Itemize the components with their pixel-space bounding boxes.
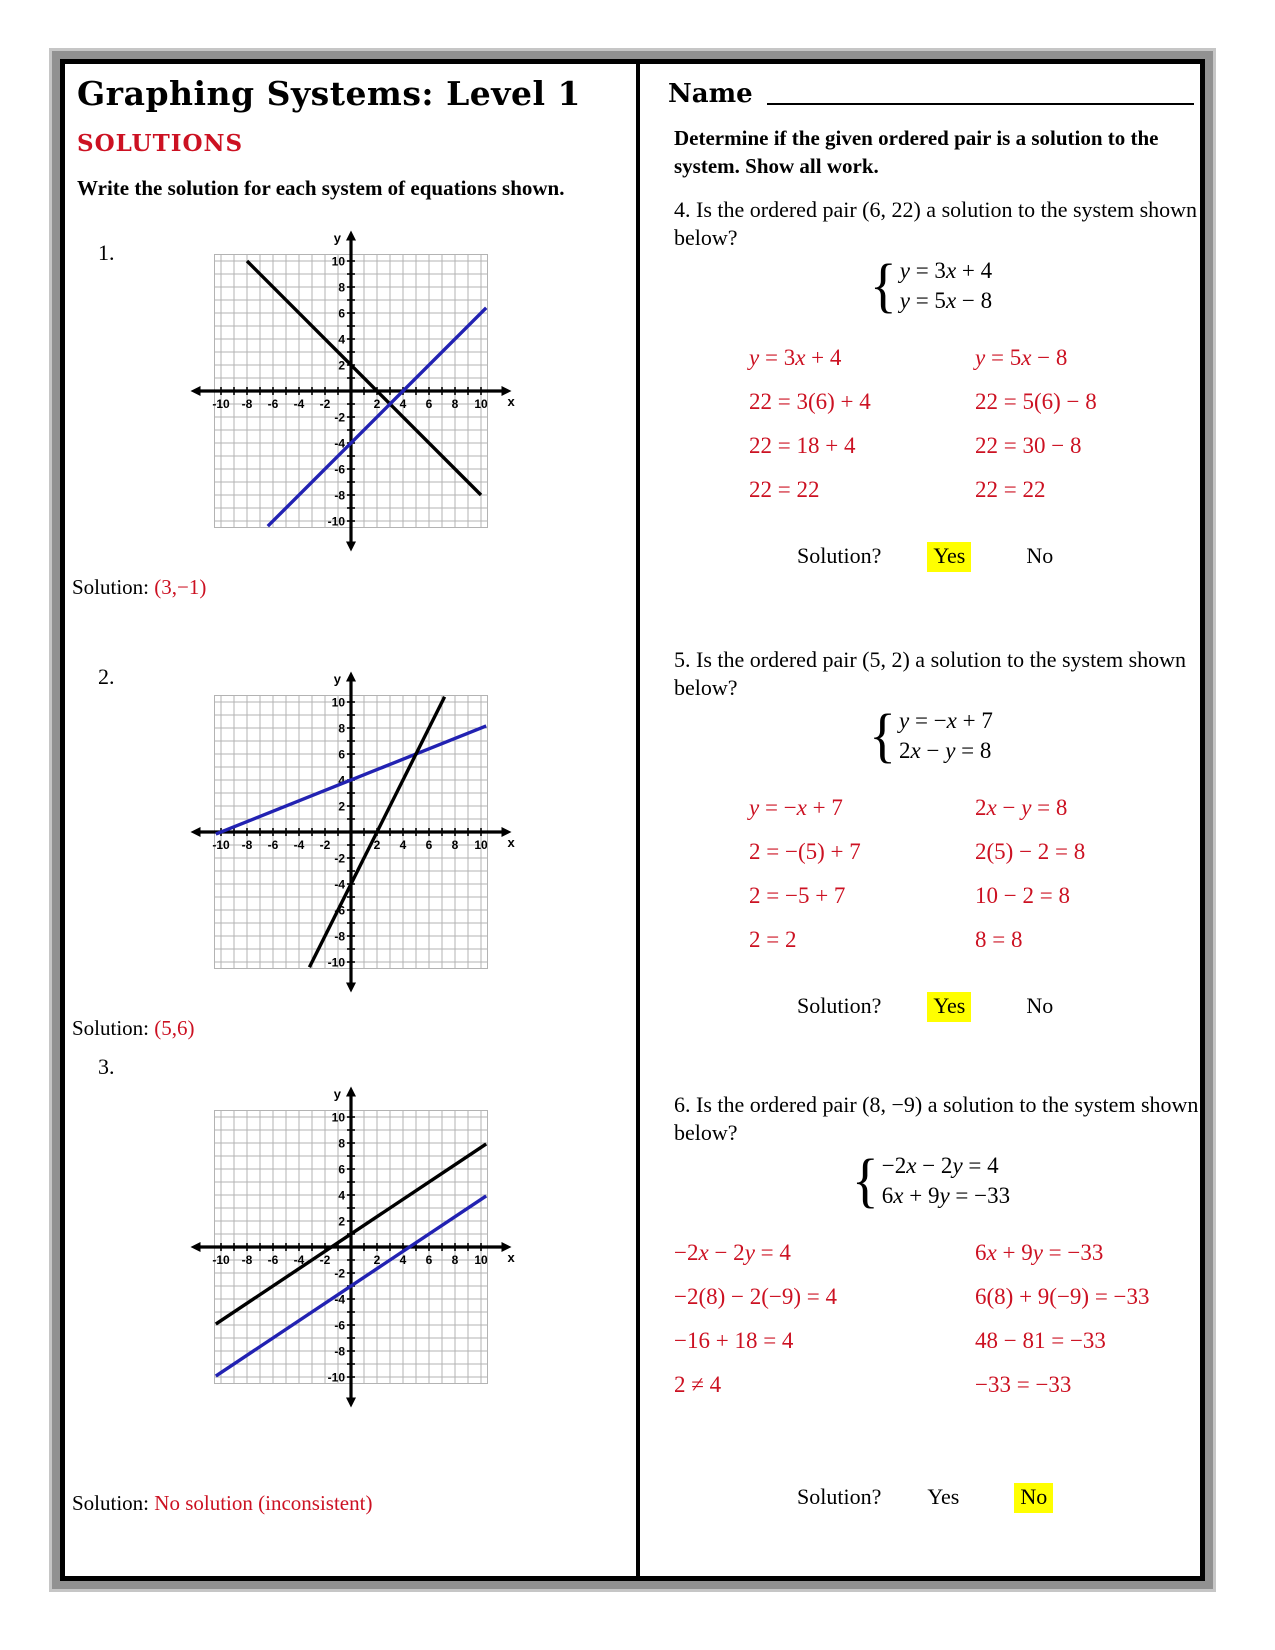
work-line: y = −x + 7: [749, 795, 843, 820]
work-column-left: [640, 796, 975, 972]
work-line: 22 = 22: [749, 477, 820, 502]
problem-4-work: [640, 346, 1200, 522]
solution-line-2: [72, 1014, 636, 1042]
svg-text:6: 6: [337, 747, 345, 762]
name-blank-line: [767, 79, 1194, 105]
system-equation-2: y = 5x − 8: [899, 288, 993, 313]
svg-text:8: 8: [451, 397, 458, 411]
svg-text:-4: -4: [333, 436, 345, 451]
svg-text:-10: -10: [211, 1253, 230, 1267]
problem-4-system: [869, 252, 993, 320]
svg-text:4: 4: [399, 397, 406, 411]
svg-text:4: 4: [337, 773, 345, 788]
right-column: [640, 64, 1200, 1576]
svg-text:-6: -6: [333, 903, 345, 918]
solution-label: Solution:: [72, 575, 150, 599]
svg-text:-10: -10: [211, 838, 230, 852]
answer-yes: Yes: [927, 992, 971, 1022]
work-line: 2(5) − 2 = 8: [975, 839, 1086, 864]
svg-text:x: x: [507, 835, 515, 850]
answer-no: No: [1026, 543, 1054, 568]
problem-2-number: 2.: [98, 664, 115, 689]
svg-text:-2: -2: [319, 838, 330, 852]
svg-text:-8: -8: [333, 488, 345, 503]
work-line: 6x + 9y = −33: [975, 1240, 1104, 1265]
problem-4-answer-row: [640, 542, 1200, 572]
left-column: [65, 64, 636, 1576]
svg-text:6: 6: [337, 306, 345, 321]
answer-yes: Yes: [927, 1484, 960, 1509]
problem-5-answer-row: [640, 992, 1200, 1022]
svg-text:-10: -10: [211, 397, 230, 411]
solution-line-3: [72, 1489, 636, 1517]
system-brace: {: [851, 1147, 879, 1215]
work-line: 22 = 18 + 4: [749, 433, 856, 458]
svg-text:10: 10: [473, 838, 488, 852]
work-line: 2 = 2: [749, 927, 797, 952]
problem-4-question: 4. Is the ordered pair (6, 22) a solution to the system shown below?: [674, 197, 1198, 250]
problem-6: [640, 1091, 1200, 1513]
work-line: 48 − 81 = −33: [975, 1328, 1106, 1353]
svg-text:-2: -2: [333, 851, 345, 866]
svg-text:10: 10: [473, 1253, 488, 1267]
graph-problem-1: [184, 226, 518, 558]
svg-text:6: 6: [425, 1253, 432, 1267]
svg-text:-8: -8: [333, 929, 345, 944]
problem-1-number: 1.: [98, 240, 115, 265]
work-line: −33 = −33: [975, 1372, 1072, 1397]
solutions-heading: SOLUTIONS: [77, 130, 244, 157]
system-brace: {: [869, 252, 897, 320]
svg-text:10: 10: [331, 1110, 345, 1125]
work-column-left: [640, 1241, 975, 1417]
problem-1: [65, 226, 636, 563]
work-line: 2 = −(5) + 7: [749, 839, 861, 864]
work-line: −16 + 18 = 4: [674, 1328, 794, 1353]
svg-text:-8: -8: [241, 1253, 252, 1267]
svg-text:-4: -4: [333, 877, 345, 892]
svg-text:-4: -4: [293, 397, 304, 411]
name-row: [668, 76, 1198, 110]
work-column-left: [640, 346, 975, 522]
svg-text:-6: -6: [267, 838, 278, 852]
solution-value: (3,−1): [154, 575, 207, 599]
svg-text:8: 8: [451, 1253, 458, 1267]
work-line: 6(8) + 9(−9) = −33: [975, 1284, 1150, 1309]
work-line: −2x − 2y = 4: [674, 1240, 791, 1265]
svg-text:-8: -8: [241, 838, 252, 852]
svg-text:10: 10: [473, 397, 488, 411]
svg-text:2: 2: [337, 358, 345, 373]
svg-text:10: 10: [331, 254, 345, 269]
system-equation-1: y = 3x + 4: [899, 258, 993, 283]
problem-5-work: [640, 796, 1200, 972]
problem-4: [640, 196, 1200, 572]
problem-6-work: [640, 1241, 1200, 1417]
solution-label: Solution:: [72, 1016, 150, 1040]
solution-question-label: Solution?: [797, 1484, 882, 1509]
answer-no: No: [1026, 993, 1054, 1018]
svg-text:-2: -2: [319, 1253, 330, 1267]
problem-6-answer-row: [640, 1483, 1200, 1513]
svg-text:-6: -6: [333, 1318, 345, 1333]
work-column-right: [975, 1241, 1200, 1417]
work-line: 2 ≠ 4: [674, 1372, 722, 1397]
svg-text:2: 2: [373, 1253, 380, 1267]
work-line: 22 = 22: [975, 477, 1046, 502]
problem-6-system: [851, 1147, 1011, 1215]
svg-text:y: y: [333, 1086, 341, 1102]
svg-text:-4: -4: [333, 1292, 345, 1307]
svg-text:-6: -6: [267, 1253, 278, 1267]
problem-3-number: 3.: [98, 1054, 115, 1079]
problem-6-question: 6. Is the ordered pair (8, −9) a solution to the system shown below?: [674, 1092, 1199, 1145]
svg-text:-8: -8: [333, 1344, 345, 1359]
solution-label: Solution:: [72, 1491, 150, 1515]
svg-text:x: x: [507, 394, 515, 409]
page-inner-border: [60, 59, 1205, 1581]
svg-text:8: 8: [337, 721, 345, 736]
work-line: 10 − 2 = 8: [975, 883, 1070, 908]
svg-text:6: 6: [425, 838, 432, 852]
svg-text:2: 2: [337, 799, 345, 814]
work-line: 22 = 30 − 8: [975, 433, 1082, 458]
svg-text:6: 6: [337, 1162, 345, 1177]
svg-text:-2: -2: [333, 1266, 345, 1281]
svg-text:10: 10: [331, 695, 345, 710]
work-line: 8 = 8: [975, 927, 1023, 952]
system-equation-2: 6x + 9y = −33: [881, 1183, 1011, 1208]
solution-value: (5,6): [154, 1016, 195, 1040]
svg-text:-2: -2: [333, 410, 345, 425]
svg-text:-8: -8: [241, 397, 252, 411]
work-line: y = 5x − 8: [975, 345, 1068, 370]
name-label: Name: [668, 79, 753, 109]
system-equation-1: y = −x + 7: [899, 708, 993, 733]
svg-text:-6: -6: [267, 397, 278, 411]
work-line: y = 3x + 4: [749, 345, 842, 370]
problem-3: [65, 1054, 636, 1419]
page-frame: [52, 51, 1213, 1589]
graph-problem-2: [184, 667, 518, 999]
svg-text:x: x: [507, 1250, 515, 1265]
work-line: 2x − y = 8: [975, 795, 1068, 820]
work-column-right: [975, 346, 1200, 522]
graph-problem-3: [184, 1082, 518, 1414]
answer-yes: Yes: [927, 542, 971, 572]
left-instructions: Write the solution for each system of equations shown.: [77, 176, 565, 200]
system-equation-1: −2x − 2y = 4: [881, 1153, 999, 1178]
answer-no: No: [1014, 1483, 1053, 1513]
svg-text:-2: -2: [319, 397, 330, 411]
problem-2: [65, 664, 636, 1004]
system-equation-2: 2x − y = 8: [899, 738, 992, 763]
svg-text:-10: -10: [327, 955, 345, 970]
work-line: 22 = 5(6) − 8: [975, 389, 1097, 414]
svg-text:6: 6: [425, 397, 432, 411]
worksheet-title: Graphing Systems: Level 1: [77, 74, 581, 113]
svg-text:2: 2: [373, 397, 380, 411]
svg-text:8: 8: [337, 1136, 345, 1151]
svg-text:y: y: [333, 671, 341, 687]
solution-question-label: Solution?: [797, 543, 882, 568]
svg-text:8: 8: [337, 280, 345, 295]
svg-text:y: y: [333, 230, 341, 246]
svg-text:4: 4: [337, 332, 345, 347]
svg-text:4: 4: [399, 1253, 406, 1267]
work-line: 22 = 3(6) + 4: [749, 389, 871, 414]
system-brace: {: [869, 702, 896, 770]
svg-text:-10: -10: [327, 514, 345, 529]
problem-5-question: 5. Is the ordered pair (5, 2) a solution to the system shown below?: [674, 647, 1187, 700]
svg-text:4: 4: [337, 1188, 345, 1203]
work-column-right: [975, 796, 1200, 972]
solution-line-1: [72, 573, 636, 601]
svg-text:-4: -4: [293, 1253, 304, 1267]
worksheet-content: [65, 64, 1200, 1576]
problem-5: [640, 646, 1200, 1022]
problem-5-system: [869, 702, 993, 770]
solution-value: No solution (inconsistent): [154, 1491, 373, 1515]
svg-text:2: 2: [373, 838, 380, 852]
work-line: −2(8) − 2(−9) = 4: [674, 1284, 838, 1309]
svg-text:-4: -4: [293, 838, 304, 852]
right-instructions: Determine if the given ordered pair is a solution to the system. Show all work.: [674, 126, 1159, 178]
work-line: 2 = −5 + 7: [749, 883, 846, 908]
svg-text:8: 8: [451, 838, 458, 852]
svg-text:-10: -10: [327, 1370, 345, 1385]
solution-question-label: Solution?: [797, 993, 882, 1018]
svg-text:4: 4: [399, 838, 406, 852]
svg-text:-6: -6: [333, 462, 345, 477]
svg-text:2: 2: [337, 1214, 345, 1229]
